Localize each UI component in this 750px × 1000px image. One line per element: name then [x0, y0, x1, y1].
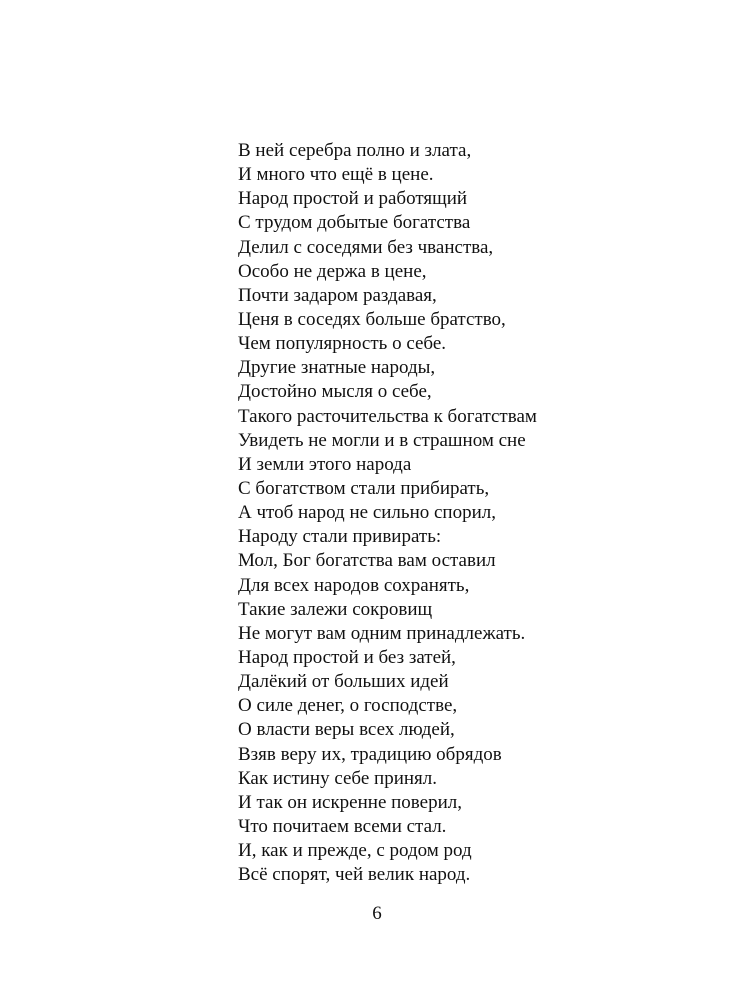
poem-line: Чем популярность о себе.: [238, 333, 447, 355]
poem-line: Такого расточительства к богатствам: [238, 405, 537, 427]
poem-line: Не могут вам одним принадлежать.: [238, 622, 526, 644]
poem-line: Почти задаром раздавая,: [238, 284, 437, 306]
poem-line: Достойно мысля о себе,: [238, 381, 432, 403]
poem-line: Что почитаем всеми стал.: [238, 815, 447, 837]
poem-line: Особо не держа в цене,: [238, 260, 427, 282]
poem-line: С богатством стали прибирать,: [238, 477, 490, 499]
poem-line: Такие залежи сокровищ: [238, 598, 433, 620]
poem-line: Другие знатные народы,: [238, 357, 436, 379]
poem-line: В ней серебра полно и злата,: [238, 140, 472, 161]
poem-line: А чтоб народ не сильно спорил,: [238, 502, 496, 524]
poem-line: Народ простой и без затей,: [238, 646, 456, 668]
poem-line: Увидеть не могли и в страшном сне: [238, 429, 526, 451]
poem-line: Народу стали привирать:: [238, 526, 442, 548]
poem-line: И, как и прежде, с родом род: [238, 840, 472, 862]
poem-line: О власти веры всех людей,: [238, 719, 455, 741]
poem-line: Ценя в соседях больше братство,: [238, 308, 506, 330]
poem-line: Народ простой и работящий: [238, 188, 468, 210]
poem-line: Делил с соседями без чванства,: [238, 236, 494, 258]
poem-line: И много что ещё в цене.: [238, 164, 434, 186]
poem-line: Как истину себе принял.: [238, 767, 437, 789]
poem-line: С трудом добытые богатства: [238, 212, 471, 234]
poem-text: [238, 139, 718, 887]
poem-line: Всё спорят, чей велик народ.: [238, 864, 471, 886]
poem-line: О силе денег, о господстве,: [238, 695, 458, 717]
page-number: 6: [372, 903, 382, 924]
poem-line: Далёкий от больших идей: [238, 671, 449, 693]
poem-line: Для всех народов сохранять,: [238, 574, 470, 596]
poem-line: Взяв веру их, традицию обрядов: [238, 743, 502, 765]
poem-line: И земли этого народа: [238, 453, 412, 475]
poem-line: И так он искренне поверил,: [238, 791, 462, 813]
poem-line: Мол, Бог богатства вам оставил: [238, 550, 496, 572]
